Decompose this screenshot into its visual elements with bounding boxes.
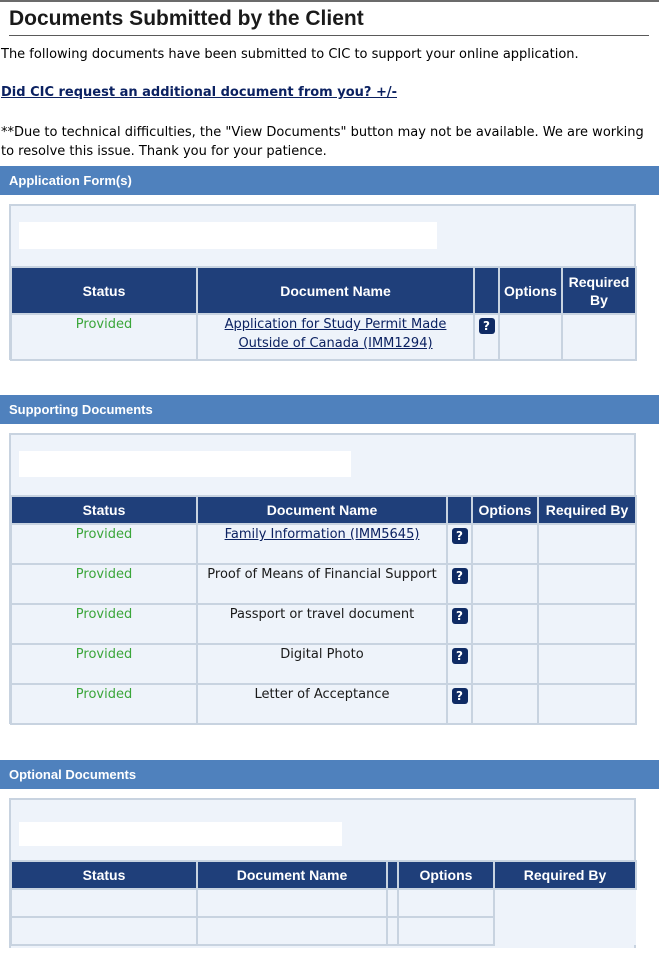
top-rule	[0, 0, 659, 2]
application-forms-table	[10, 266, 637, 361]
help-cell	[447, 524, 472, 564]
options-cell	[472, 604, 538, 644]
help-cell	[474, 314, 499, 360]
help-icon[interactable]: ?	[479, 318, 495, 334]
help-cell	[387, 889, 398, 917]
table-row	[11, 524, 636, 564]
document-link-imm5645[interactable]: Family Information (IMM5645)	[224, 527, 420, 542]
help-cell	[447, 604, 472, 644]
document-name-column-header: Document Name	[197, 861, 387, 889]
help-column-header	[387, 861, 398, 889]
document-name-column-header: Document Name	[197, 267, 474, 314]
help-icon[interactable]: ?	[452, 688, 468, 704]
help-column-header	[447, 496, 472, 524]
table-row	[11, 889, 636, 917]
document-name-column-header: Document Name	[197, 496, 447, 524]
status-cell: Provided	[11, 314, 197, 360]
intro-text: The following documents have been submitted to CIC to support your online application.	[1, 47, 579, 62]
section-header-supporting-documents: Supporting Documents	[0, 395, 659, 424]
status-cell	[11, 889, 197, 917]
status-cell: Provided	[11, 564, 197, 604]
additional-document-request-link[interactable]: Did CIC request an additional document from you? +/-	[1, 85, 397, 100]
options-column-header: Options	[398, 861, 494, 889]
status-column-header: Status	[11, 267, 197, 314]
help-icon[interactable]: ?	[452, 648, 468, 664]
status-column-header: Status	[11, 861, 197, 889]
options-cell	[472, 644, 538, 684]
help-cell	[447, 684, 472, 724]
section-header-optional-documents: Optional Documents	[0, 760, 659, 789]
status-cell	[11, 917, 197, 945]
options-cell	[472, 684, 538, 724]
required-by-cell	[538, 524, 636, 564]
document-name-cell	[197, 917, 387, 945]
page-title: Documents Submitted by the Client	[9, 5, 649, 36]
optional-documents-blank-area	[19, 822, 342, 846]
help-cell	[447, 644, 472, 684]
document-link-imm1294[interactable]: Application for Study Permit Made Outside of Canada (IMM1294)	[224, 317, 447, 351]
supporting-documents-blank-area	[19, 451, 351, 477]
document-name-cell	[197, 524, 447, 564]
help-icon[interactable]: ?	[452, 568, 468, 584]
document-name-cell	[197, 889, 387, 917]
required-by-column-header: Required By	[494, 861, 636, 889]
document-name-cell: Proof of Means of Financial Support	[197, 564, 447, 604]
status-cell: Provided	[11, 524, 197, 564]
status-cell: Provided	[11, 644, 197, 684]
document-name-cell: Digital Photo	[197, 644, 447, 684]
document-name-cell	[197, 314, 474, 360]
options-cell	[472, 564, 538, 604]
table-row	[11, 604, 636, 644]
required-by-cell	[538, 644, 636, 684]
options-cell	[398, 889, 494, 917]
optional-documents-table	[10, 860, 637, 946]
required-by-cell	[538, 684, 636, 724]
help-cell	[447, 564, 472, 604]
status-cell: Provided	[11, 604, 197, 644]
status-column-header: Status	[11, 496, 197, 524]
required-by-cell	[562, 314, 636, 360]
table-row	[11, 684, 636, 724]
required-by-column-header: Required By	[562, 267, 636, 314]
options-cell	[499, 314, 562, 360]
table-row	[11, 564, 636, 604]
supporting-documents-table	[10, 495, 637, 725]
table-row	[11, 644, 636, 684]
required-by-column-header: Required By	[538, 496, 636, 524]
options-cell	[472, 524, 538, 564]
document-name-cell: Passport or travel document	[197, 604, 447, 644]
section-header-application-forms: Application Form(s)	[0, 166, 659, 195]
application-forms-blank-area	[19, 222, 437, 249]
required-by-cell	[538, 564, 636, 604]
technical-difficulties-notice: **Due to technical difficulties, the "View Documents" button may not be available. We are working to resolve this issue. Thank you for your patience.	[1, 125, 644, 159]
options-column-header: Options	[472, 496, 538, 524]
help-icon[interactable]: ?	[452, 608, 468, 624]
help-column-header	[474, 267, 499, 314]
table-row	[11, 314, 636, 360]
required-by-cell	[538, 604, 636, 644]
document-name-cell: Letter of Acceptance	[197, 684, 447, 724]
status-cell: Provided	[11, 684, 197, 724]
options-cell	[398, 917, 494, 945]
required-by-cell	[494, 889, 636, 945]
help-cell	[387, 917, 398, 945]
options-column-header: Options	[499, 267, 562, 314]
help-icon[interactable]: ?	[452, 528, 468, 544]
